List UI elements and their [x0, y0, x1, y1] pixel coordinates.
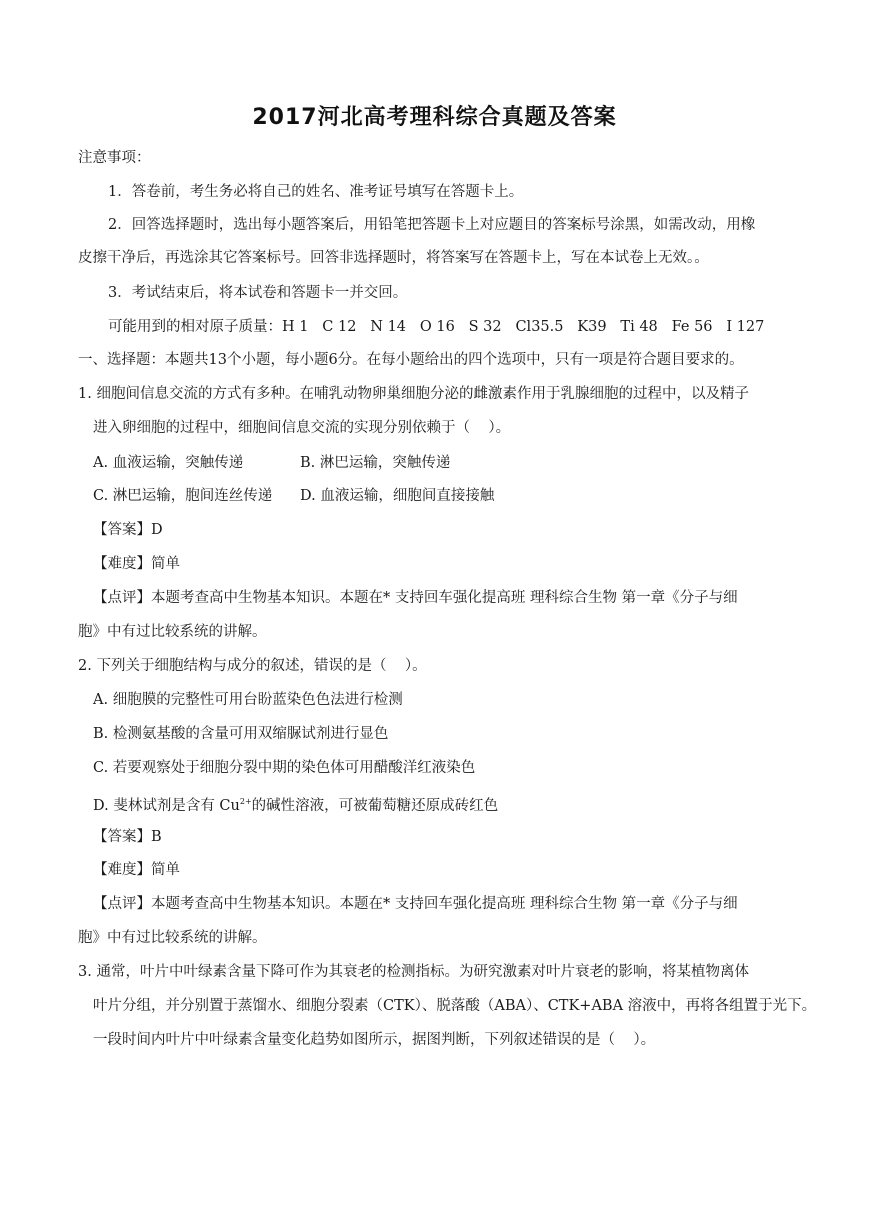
q1-stem-line-2: 进入卵细胞的过程中，细胞间信息交流的实现分别依赖于（ ）。	[93, 420, 511, 436]
q1-answer: 【答案】D	[93, 522, 163, 538]
q2-option-d-pre: D. 斐林试剂是含有 Cu	[93, 798, 240, 814]
q2-stem: 2. 下列关于细胞结构与成分的叙述，错误的是（ ）。	[78, 658, 427, 674]
notice-item-3: 3．考试结束后，将本试卷和答题卡一并交回。	[108, 285, 408, 301]
q1-options-row-2	[93, 486, 793, 506]
q2-option-b: B. 检测氨基酸的含量可用双缩脲试剂进行显色	[93, 726, 389, 742]
q1-stem-line-1: 1. 细胞间信息交流的方式有多种。在哺乳动物卵巢细胞分泌的雌激素作用于乳腺细胞的过程中，以及精子	[78, 386, 749, 402]
atomic-masses: 可能用到的相对原子质量：H 1 C 12 N 14 O 16 S 32 Cl35.5 K39 Ti 48 Fe 56 I 127	[108, 319, 765, 335]
q1-comment-line-2: 胞》中有过比较系统的讲解。	[78, 624, 267, 640]
section-heading: 一、选择题：本题共13个小题，每小题6分。在每小题给出的四个选项中，只有一项是符合题目要求的。	[78, 352, 744, 368]
q2-comment-line-2: 胞》中有过比较系统的讲解。	[78, 930, 267, 946]
notice-item-2-line-2: 皮擦干净后，再选涂其它答案标号。回答非选择题时，将答案写在答题卡上，写在本试卷上无效。。	[78, 250, 709, 266]
q1-difficulty: 【难度】简单	[93, 556, 180, 572]
q3-stem-line-1: 3. 通常，叶片中叶绿素含量下降可作为其衰老的检测指标。为研究激素对叶片衰老的影响，将某植物离体	[78, 964, 749, 980]
q2-difficulty: 【难度】简单	[93, 862, 180, 878]
q2-option-d	[93, 792, 498, 816]
q1-options-row-1	[93, 453, 793, 473]
q1-option-d: D. 血液运输，细胞间直接接触	[300, 488, 495, 504]
notice-item-2-line-1: 2．回答选择题时，选出每小题答案后，用铅笔把答题卡上对应题目的答案标号涂黑，如需改动，用橡	[108, 217, 756, 233]
q2-answer: 【答案】B	[93, 829, 162, 845]
q2-option-c: C. 若要观察处于细胞分裂中期的染色体可用醋酸洋红液染色	[93, 760, 476, 776]
q2-option-d-superscript: 2+	[239, 797, 252, 806]
q1-option-a: A. 血液运输，突触传递	[93, 455, 244, 471]
q2-option-a: A. 细胞膜的完整性可用台盼蓝染色色法进行检测	[93, 692, 403, 708]
notice-item-1: 1．答卷前，考生务必将自己的姓名、准考证号填写在答题卡上。	[108, 184, 524, 200]
q1-comment-line-1: 【点评】本题考查高中生物基本知识。本题在* 支持回车强化提高班 理科综合生物 第一章《分子与细	[93, 590, 738, 606]
q3-stem-line-3: 一段时间内叶片中叶绿素含量变化趋势如图所示，据图判断，下列叙述错误的是（ ）。	[93, 1032, 656, 1048]
q2-comment-line-1: 【点评】本题考查高中生物基本知识。本题在* 支持回车强化提高班 理科综合生物 第一章《分子与细	[93, 896, 738, 912]
q1-option-b: B. 淋巴运输，突触传递	[300, 455, 451, 471]
q3-stem-line-2: 叶片分组，并分别置于蒸馏水、细胞分裂素（CTK）、脱落酸（ABA）、CTK+ABA 溶液中，再将各组置于光下。	[93, 998, 817, 1014]
q2-option-d-post: 的碱性溶液，可被葡萄糖还原成砖红色	[251, 798, 499, 814]
document-title: 2017河北高考理科综合真题及答案	[252, 105, 617, 130]
notice-heading: 注意事项：	[78, 150, 151, 166]
q1-option-c: C. 淋巴运输，胞间连丝传递	[93, 488, 273, 504]
